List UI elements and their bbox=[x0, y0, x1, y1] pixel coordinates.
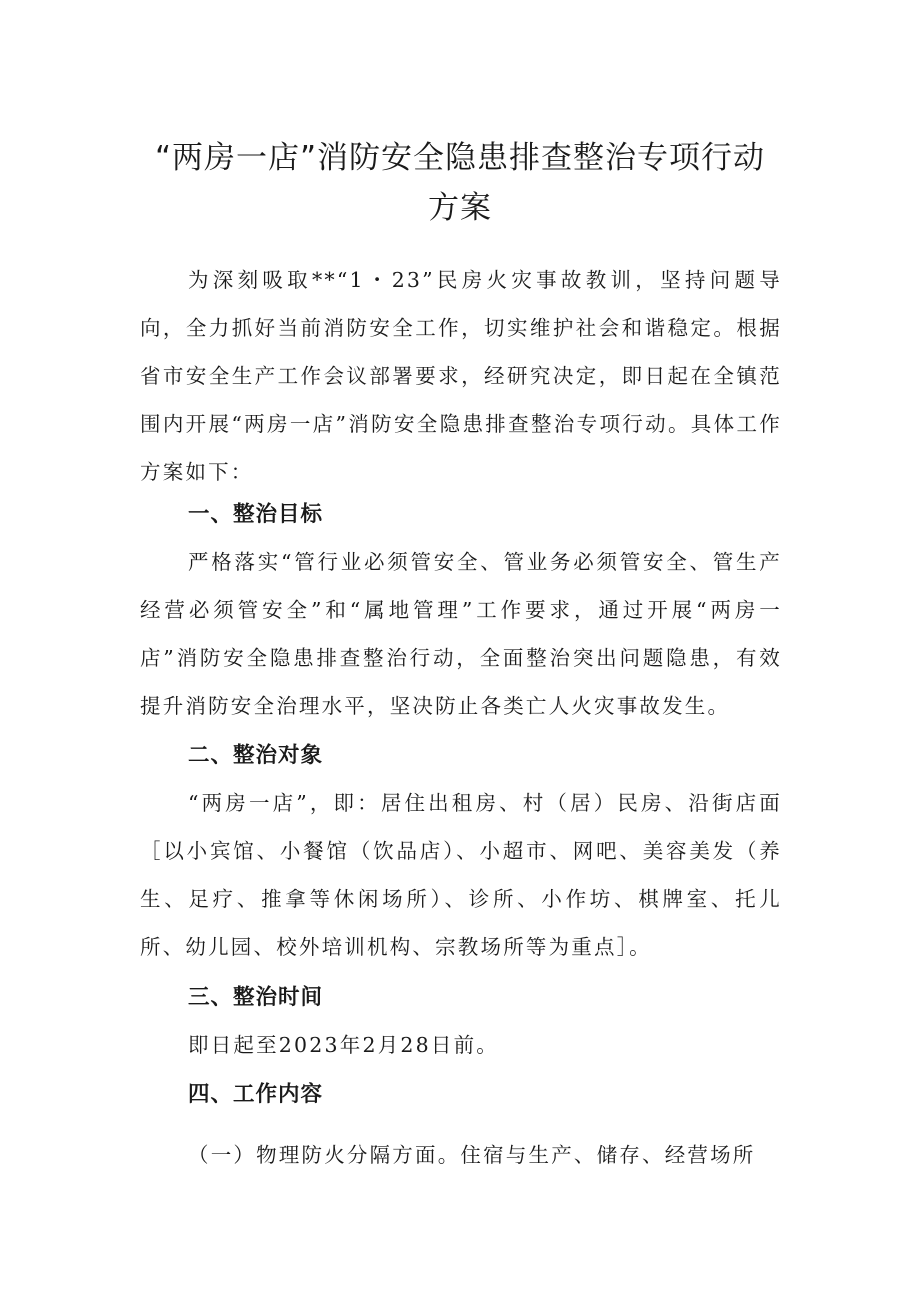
section-text-timeframe: 即日起至2023年2月28日前。 bbox=[188, 1033, 499, 1057]
title-line-1: “两房一店”消防安全隐患排查整治专项行动 bbox=[154, 140, 766, 176]
section-text-goals: 严格落实“管行业必须管安全、管业务必须管安全、管生产经营必须管安全”和“属地管理”工作要求，通过开展“两房一店”消防安全隐患排查整治行动，全面整治突出问题隐患，有效提升消防安全治理水平，坚决防止各类亡人火灾事故发生。 bbox=[140, 550, 782, 718]
title-line-2: 方案 bbox=[428, 190, 492, 226]
section-heading-goals: 一、整治目标 bbox=[188, 502, 324, 527]
intro-paragraph: 为深刻吸取**“1・23”民房火灾事故教训，坚持问题导向，全力抓好当前消防安全工作，切实维护社会和谐稳定。根据省市安全生产工作会议部署要求，经研究决定，即日起在全镇范围内开展“两房一店”消防安全隐患排查整治专项行动。具体工作方案如下： bbox=[140, 268, 782, 484]
section-heading-content: 四、工作内容 bbox=[188, 1082, 324, 1107]
section-heading-timeframe: 三、整治时间 bbox=[188, 985, 324, 1010]
section-text-targets: “两房一店”，即：居住出租房、村（居）民房、沿街店面［以小宾馆、小餐馆（饮品店）、小超市、网吧、美容美发（养生、足疗、推拿等休闲场所）、诊所、小作坊、棋牌室、托儿所、幼儿园、校外培训机构、宗教场所等为重点］。 bbox=[140, 791, 782, 959]
section-text-content: （一）物理防火分隔方面。住宿与生产、储存、经营场所 bbox=[188, 1143, 756, 1167]
section-heading-targets: 二、整治对象 bbox=[188, 743, 324, 768]
document-title bbox=[140, 133, 780, 233]
